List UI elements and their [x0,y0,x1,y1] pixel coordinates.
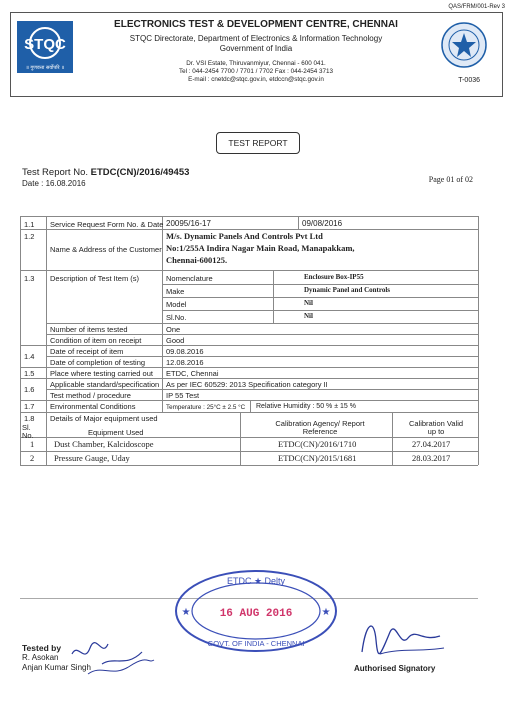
accreditation-code: T-0036 [458,77,480,84]
eq-slno: 1 [30,439,35,449]
customer-address: No:1/255A Indira Nagar Main Road, Manapakkam, [166,243,355,253]
report-title: TEST REPORT [216,132,300,154]
method-label: Test method / procedure [50,391,131,400]
customer-city: Chennai-600125. [166,255,228,265]
row-1-1-number: 1.1 [24,220,35,229]
report-number: ETDC(CN)/2016/49453 [90,167,190,178]
eq-slno: 2 [30,453,35,463]
svg-text:★: ★ [321,607,331,618]
eq-header-slno: Sl. No. [22,423,34,440]
eq-agency: ETDC(CN)/2016/1710 [278,439,357,449]
letterhead [10,12,503,97]
eq-valid: 28.03.2017 [412,453,451,463]
service-request-number: 20095/16-17 [166,219,211,228]
row-1-4-number: 1.4 [24,352,35,361]
model-value: Nil [304,299,313,307]
serial-label: Sl.No. [166,313,187,322]
authorised-signatory-label: Authorised Signatory [354,664,436,673]
model-label: Model [166,300,187,309]
eq-header-agency: Calibration Agency/ Report Reference [275,419,365,436]
report-number-line [22,167,189,178]
make-value: Dynamic Panel and Controls [304,286,391,294]
condition-value: Good [166,336,185,345]
receipt-date-label: Date of receipt of item [50,347,124,356]
eq-name: Pressure Gauge, Uday [54,453,130,463]
row-1-3-number: 1.3 [24,274,35,283]
row-1-6-number: 1.6 [24,385,35,394]
stqc-logo [17,21,73,73]
method-value: IP 55 Test [166,391,200,400]
row-1-2-number: 1.2 [24,232,35,241]
document-reference: QAS/FRM/001-Rev 3 [448,4,505,10]
standard-value: As per IEC 60529: 2013 Specification category II [166,380,328,389]
service-request-date: 09/08/2016 [302,219,343,228]
svg-text:॥ गुणवत्ता सर्वोपरि ॥: ॥ गुणवत्ता सर्वोपरि ॥ [25,65,65,71]
telephone: Tel : 044-2454 7700 / 7701 / 7702 Fax : 044-2454 3713 [178,68,334,75]
svg-text:★: ★ [181,607,191,618]
environment-label: Environmental Conditions [50,402,136,411]
serial-value: Nil [304,312,313,320]
customer-name: M/s. Dynamic Panels And Controls Pvt Ltd [166,231,323,241]
eq-valid: 27.04.2017 [412,439,451,449]
customer-label: Name & Address of the Customer [50,245,162,254]
items-tested-value: One [166,325,181,334]
eq-agency: ETDC(CN)/2015/1681 [278,453,357,463]
completion-date-value: 12.08.2016 [166,358,204,367]
receipt-date-value: 09.08.2016 [166,347,204,356]
email: E-mail : cnetdc@stqc.gov.in, etdccn@stqc.gov.in [188,76,324,83]
page-number: Page 01 of 02 [428,175,473,184]
row-1-8-number: 1.8 [24,414,35,423]
standard-label: Applicable standard/specification [50,380,160,389]
test-item-label: Description of Test Item (s) [50,274,140,283]
make-label: Make [166,287,185,296]
address: Dr. VSI Estate, Thiruvanmiyur, Chennai - 600 041. [186,60,326,67]
report-number-label: Test Report No. [22,167,88,178]
report-date: Date : 16.08.2016 [22,179,86,188]
tested-by-label: Tested by [22,643,62,653]
eq-header-valid: Calibration Valid up to [408,419,464,436]
tester-1: R. Asokan [22,653,59,662]
svg-text:ETDC ★ Delty: ETDC ★ Delty [226,576,286,586]
nomenclature-label: Nomenclature [166,274,213,283]
row-1-5-number: 1.5 [24,369,35,378]
svg-text:STQC: STQC [24,36,66,53]
test-place-value: ETDC, Chennai [166,369,219,378]
authorised-signature [350,612,450,662]
equipment-details-label: Details of Major equipment used [50,414,158,423]
directorate: STQC Directorate, Department of Electronics & Information Technology [129,34,383,43]
nomenclature-value: Enclosure Box-IP55 [304,273,364,281]
svg-text:16 AUG 2016: 16 AUG 2016 [219,608,293,620]
humidity-value: Relative Humidity : 50 % ± 15 % [256,403,356,410]
completion-date-label: Date of completion of testing [50,358,146,367]
government: Government of India [219,44,293,53]
org-name: ELECTRONICS TEST & DEVELOPMENT CENTRE, CHENNAI [114,19,398,30]
row-1-7-number: 1.7 [24,402,35,411]
temperature-value: Temperature : 25°C ± 2.5 °C [166,404,246,411]
tester-signature [68,634,158,678]
office-stamp [172,568,340,654]
test-place-label: Place where testing carried out [50,369,153,378]
svg-text:GOVT. OF INDIA - CHENNAI: GOVT. OF INDIA - CHENNAI [207,639,305,648]
items-tested-label: Number of items tested [50,325,128,334]
service-request-label: Service Request Form No. & Date [50,220,164,229]
tester-2: Anjan Kumar Singh [22,663,91,672]
accreditation-logo [440,21,488,69]
eq-name: Dust Chamber, Kalcidoscope [54,439,154,449]
eq-header-equipment: Equipment Used [88,428,144,437]
condition-label: Condition of item on receipt [50,336,142,345]
